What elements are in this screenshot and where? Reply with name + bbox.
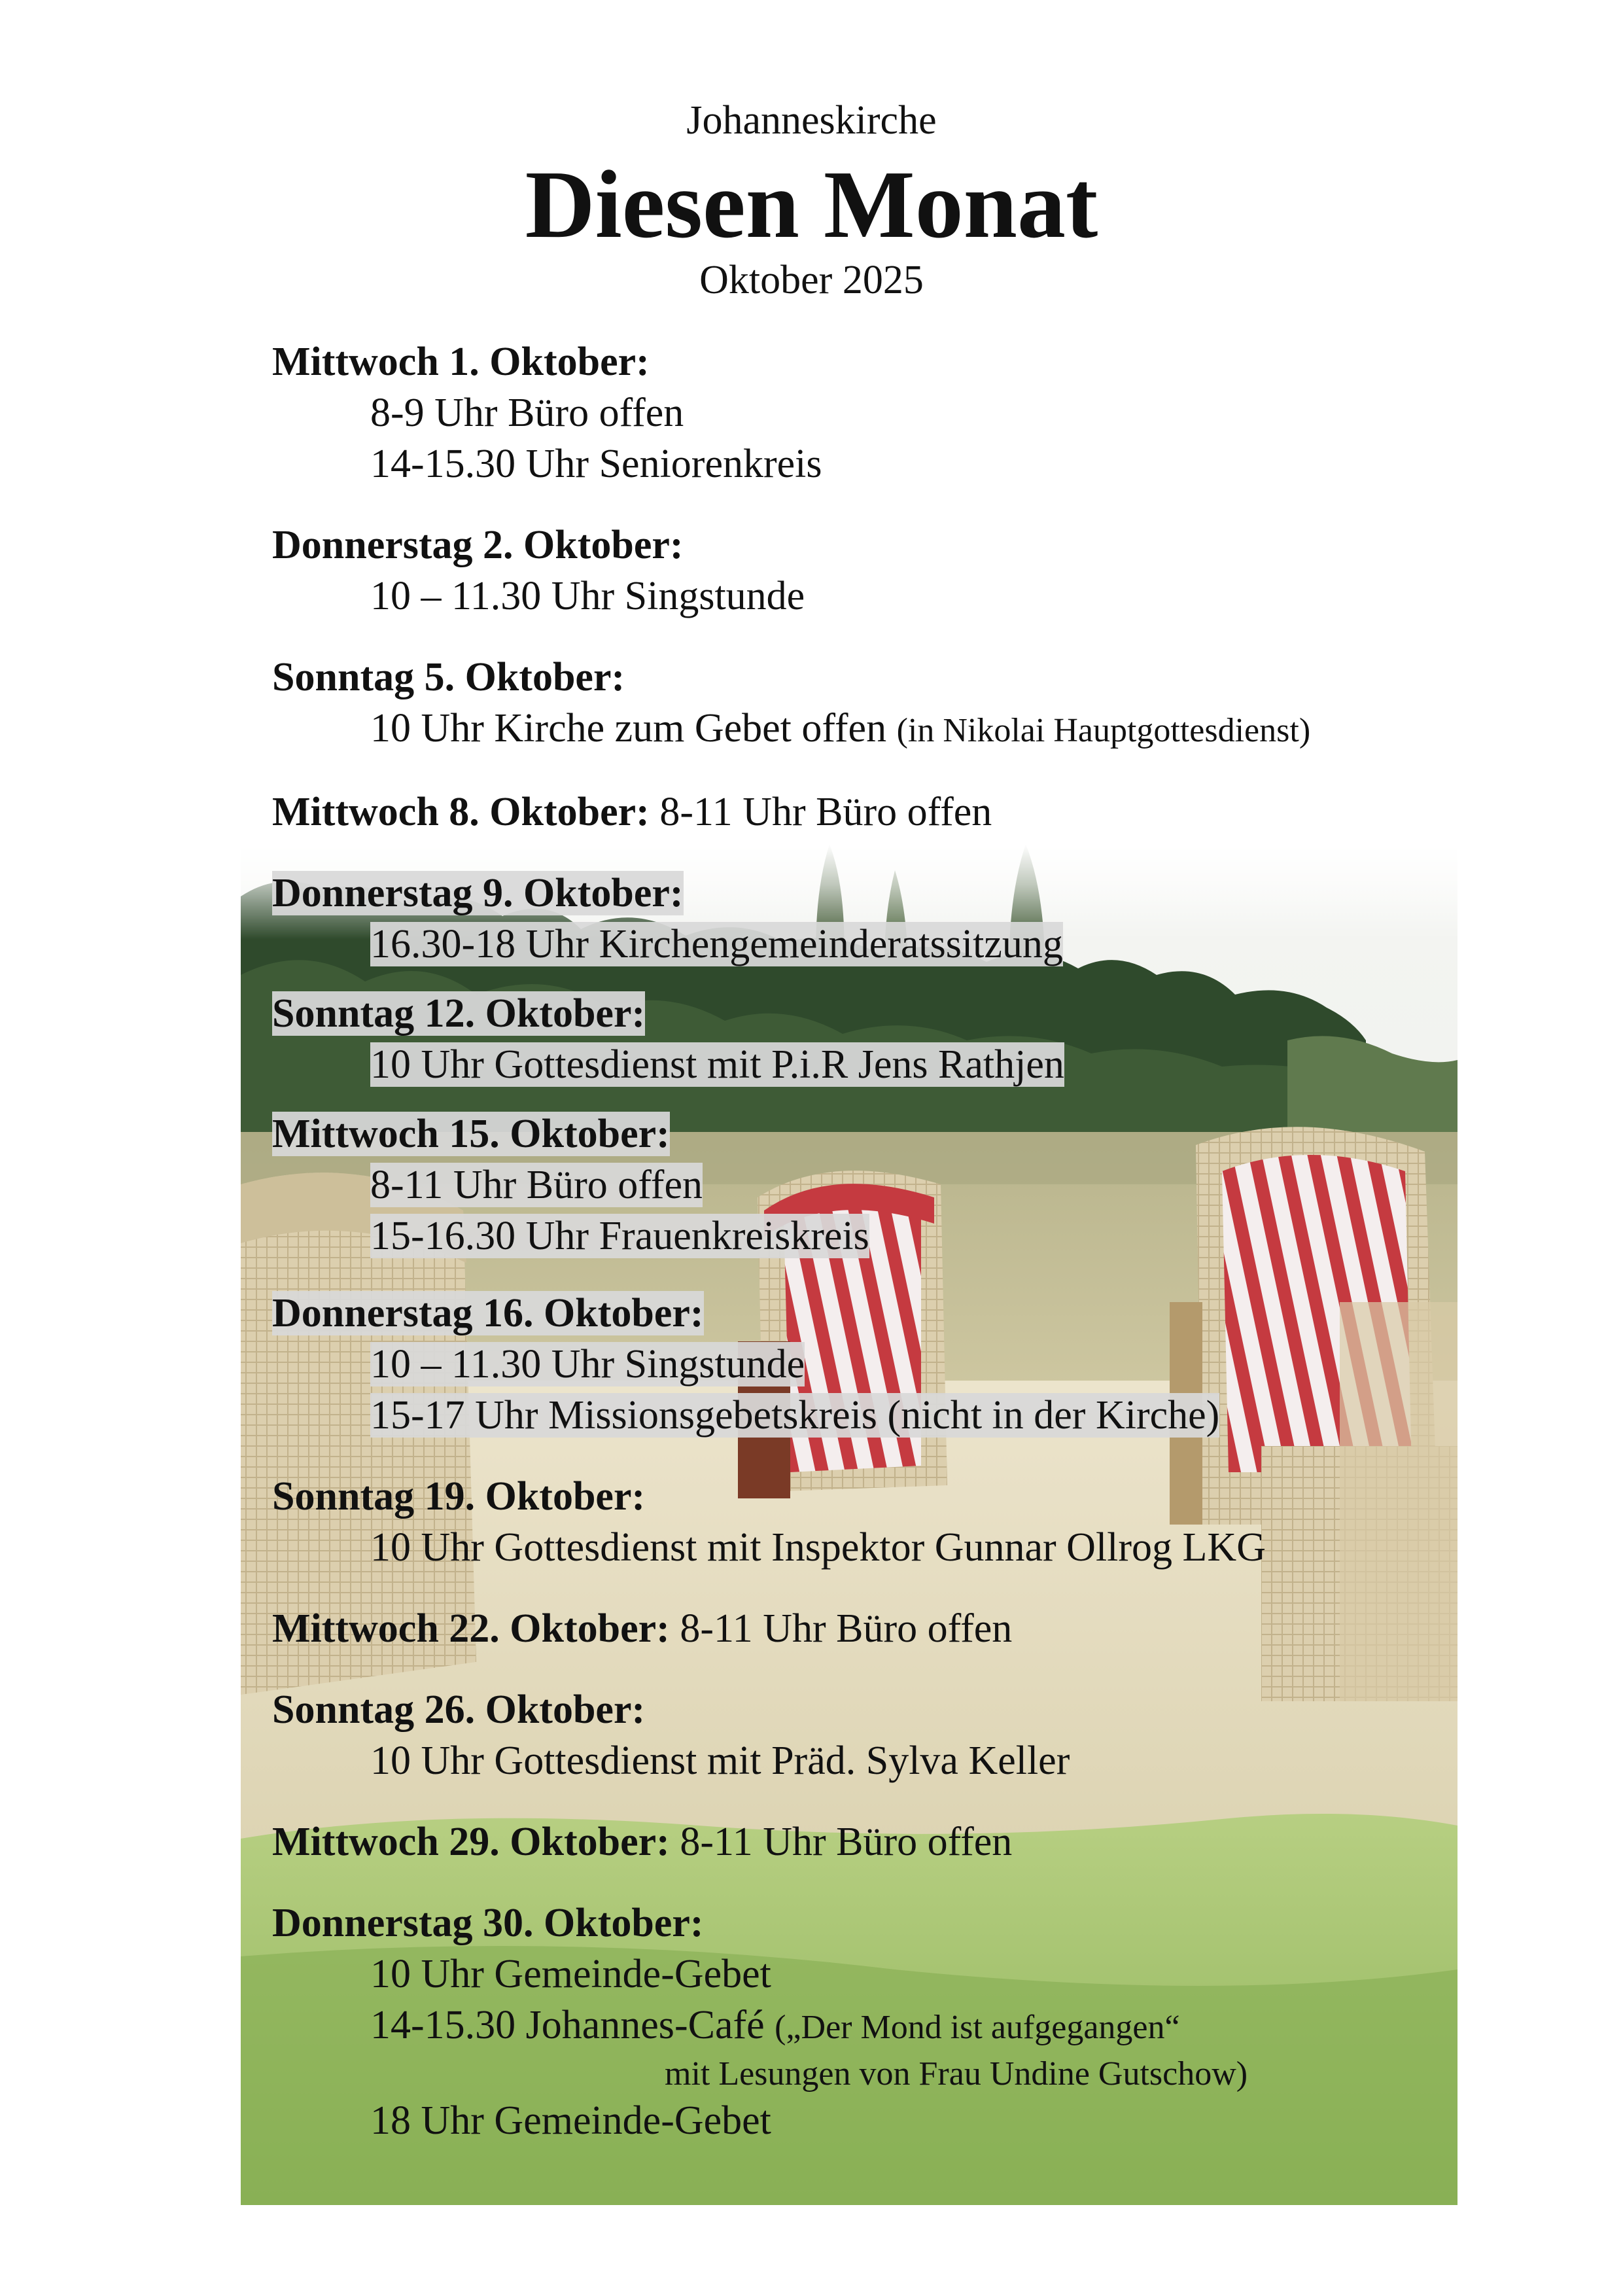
day-block [272, 652, 1450, 756]
day-block [272, 1816, 1450, 1867]
day-block [272, 1108, 1450, 1262]
day-block [272, 1898, 1450, 2146]
event-entry: 16.30-18 Uhr Kirchengemeinderatssitzung [370, 922, 1063, 966]
event-entry: 10 – 11.30 Uhr Singstunde [370, 1342, 805, 1386]
day-title: Donnerstag 2. Oktober: [272, 523, 684, 567]
event-entry: 15-16.30 Uhr Frauenkreiskreis [370, 1214, 869, 1258]
day-block [272, 988, 1450, 1090]
event-entry: 15-17 Uhr Missionsgebetskreis (nicht in der Kirche) [370, 1393, 1220, 1438]
day-title: Mittwoch 1. Oktober: [272, 340, 650, 384]
page-title: Diesen Monat [525, 151, 1098, 258]
event-entry: 8-11 Uhr Büro offen [680, 1606, 1013, 1651]
event-note: („Der Mond ist aufgegangen“ [775, 2009, 1180, 2046]
day-block [272, 1288, 1450, 1441]
event-entry: 10 Uhr Gottesdienst mit Präd. Sylva Keller [370, 1739, 1070, 1783]
day-block [272, 336, 1450, 489]
event-entry: 8-11 Uhr Büro offen [680, 1820, 1013, 1864]
month-subtitle: Oktober 2025 [699, 258, 924, 302]
day-title: Donnerstag 9. Oktober: [272, 871, 684, 915]
event-entry: 14-15.30 Uhr Seniorenkreis [370, 442, 822, 486]
event-schedule [272, 336, 1450, 2146]
event-entry: 8-9 Uhr Büro offen [370, 391, 684, 435]
day-block [272, 786, 1450, 838]
day-title: Donnerstag 16. Oktober: [272, 1291, 704, 1335]
day-title: Mittwoch 8. Oktober: [272, 790, 650, 834]
event-entry: 8-11 Uhr Büro offen [659, 790, 992, 834]
event-entry: 10 Uhr Gottesdienst mit P.i.R Jens Rathjen [370, 1042, 1064, 1087]
day-block [272, 868, 1450, 970]
event-entry: 10 – 11.30 Uhr Singstunde [370, 574, 805, 618]
day-title: Sonntag 12. Oktober: [272, 991, 646, 1036]
event-entry: 10 Uhr Gottesdienst mit Inspektor Gunnar Ollrog LKG [370, 1525, 1266, 1570]
day-block [272, 520, 1450, 622]
day-title: Mittwoch 15. Oktober: [272, 1112, 670, 1156]
event-entry: 18 Uhr Gemeinde-Gebet [370, 2098, 771, 2143]
day-title: Sonntag 19. Oktober: [272, 1474, 646, 1519]
day-title: Sonntag 5. Oktober: [272, 655, 625, 699]
event-note: (in Nikolai Hauptgottesdienst) [896, 712, 1311, 749]
day-block [272, 1471, 1450, 1573]
event-note: mit Lesungen von Frau Undine Gutschow) [665, 2055, 1248, 2093]
church-name: Johanneskirche [686, 98, 937, 143]
event-entry: 14-15.30 Johannes-Café [370, 2003, 765, 2047]
day-block [272, 1603, 1450, 1654]
event-entry: 10 Uhr Gemeinde-Gebet [370, 1952, 771, 1996]
day-title: Mittwoch 29. Oktober: [272, 1820, 670, 1864]
event-entry: 10 Uhr Kirche zum Gebet offen [370, 706, 887, 751]
day-title: Mittwoch 22. Oktober: [272, 1606, 670, 1651]
event-entry: 8-11 Uhr Büro offen [370, 1163, 703, 1207]
day-block [272, 1684, 1450, 1786]
day-title: Donnerstag 30. Oktober: [272, 1901, 704, 1945]
day-title: Sonntag 26. Oktober: [272, 1687, 646, 1732]
